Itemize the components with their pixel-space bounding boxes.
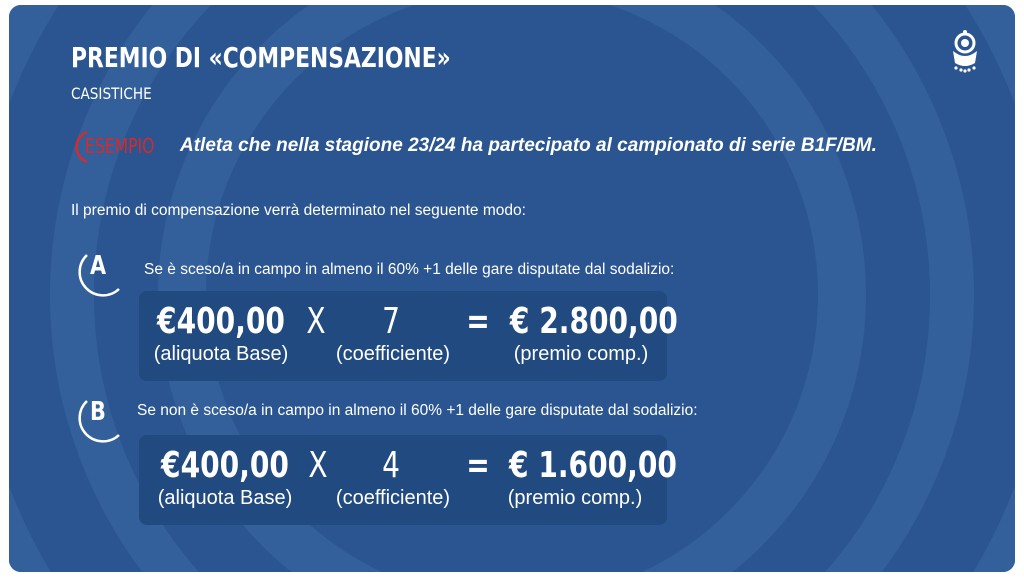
- case-a-base: €400,00: [157, 301, 285, 342]
- case-a-result-label: (premio comp.): [513, 343, 649, 365]
- case-b-result: € 1.600,00: [509, 445, 677, 486]
- case-a-text: Se è sceso/a in campo in almeno il 60% +1 delle gare disputate dal sodalizio:: [144, 261, 675, 278]
- case-a-coef-label: (coefficiente): [335, 343, 451, 365]
- intro-text: Il premio di compensazione verrà determinato nel seguente modo:: [71, 202, 526, 219]
- example-tag: [73, 129, 173, 163]
- case-a-coef: 7: [382, 301, 400, 342]
- page-title: PREMIO DI «COMPENSAZIONE»: [71, 41, 451, 74]
- page-subtitle: CASISTICHE: [71, 84, 152, 103]
- case-b-letter: B: [90, 397, 106, 427]
- example-text: Atleta che nella stagione 23/24 ha partecipato al campionato di serie B1F/BM.: [180, 135, 877, 156]
- example-label: ESEMPIO: [85, 134, 155, 158]
- case-a-badge: [77, 249, 127, 299]
- case-b-result-label: (premio comp.): [507, 487, 643, 509]
- case-a-letter: A: [90, 251, 107, 281]
- case-b-times: X: [308, 445, 328, 486]
- case-b-calc-box: [139, 435, 677, 525]
- case-b-base-label: (aliquota Base): [157, 487, 293, 509]
- case-b-equals: =: [466, 445, 490, 486]
- case-b-coef-label: (coefficiente): [335, 487, 451, 509]
- case-b-text: Se non è sceso/a in campo in almeno il 60% +1 delle gare disputate dal sodalizio:: [137, 402, 698, 419]
- case-a-base-label: (aliquota Base): [153, 343, 289, 365]
- case-b-badge: [77, 395, 127, 445]
- case-a-equals: =: [466, 301, 490, 342]
- case-b-base: €400,00: [161, 445, 289, 486]
- case-a-result: € 2.800,00: [509, 301, 678, 342]
- case-a-calc-box: [139, 291, 678, 381]
- case-a-times: X: [306, 301, 326, 342]
- case-b-coef: 4: [382, 445, 400, 486]
- slide: [9, 5, 1015, 572]
- federation-emblem-icon: [945, 27, 985, 75]
